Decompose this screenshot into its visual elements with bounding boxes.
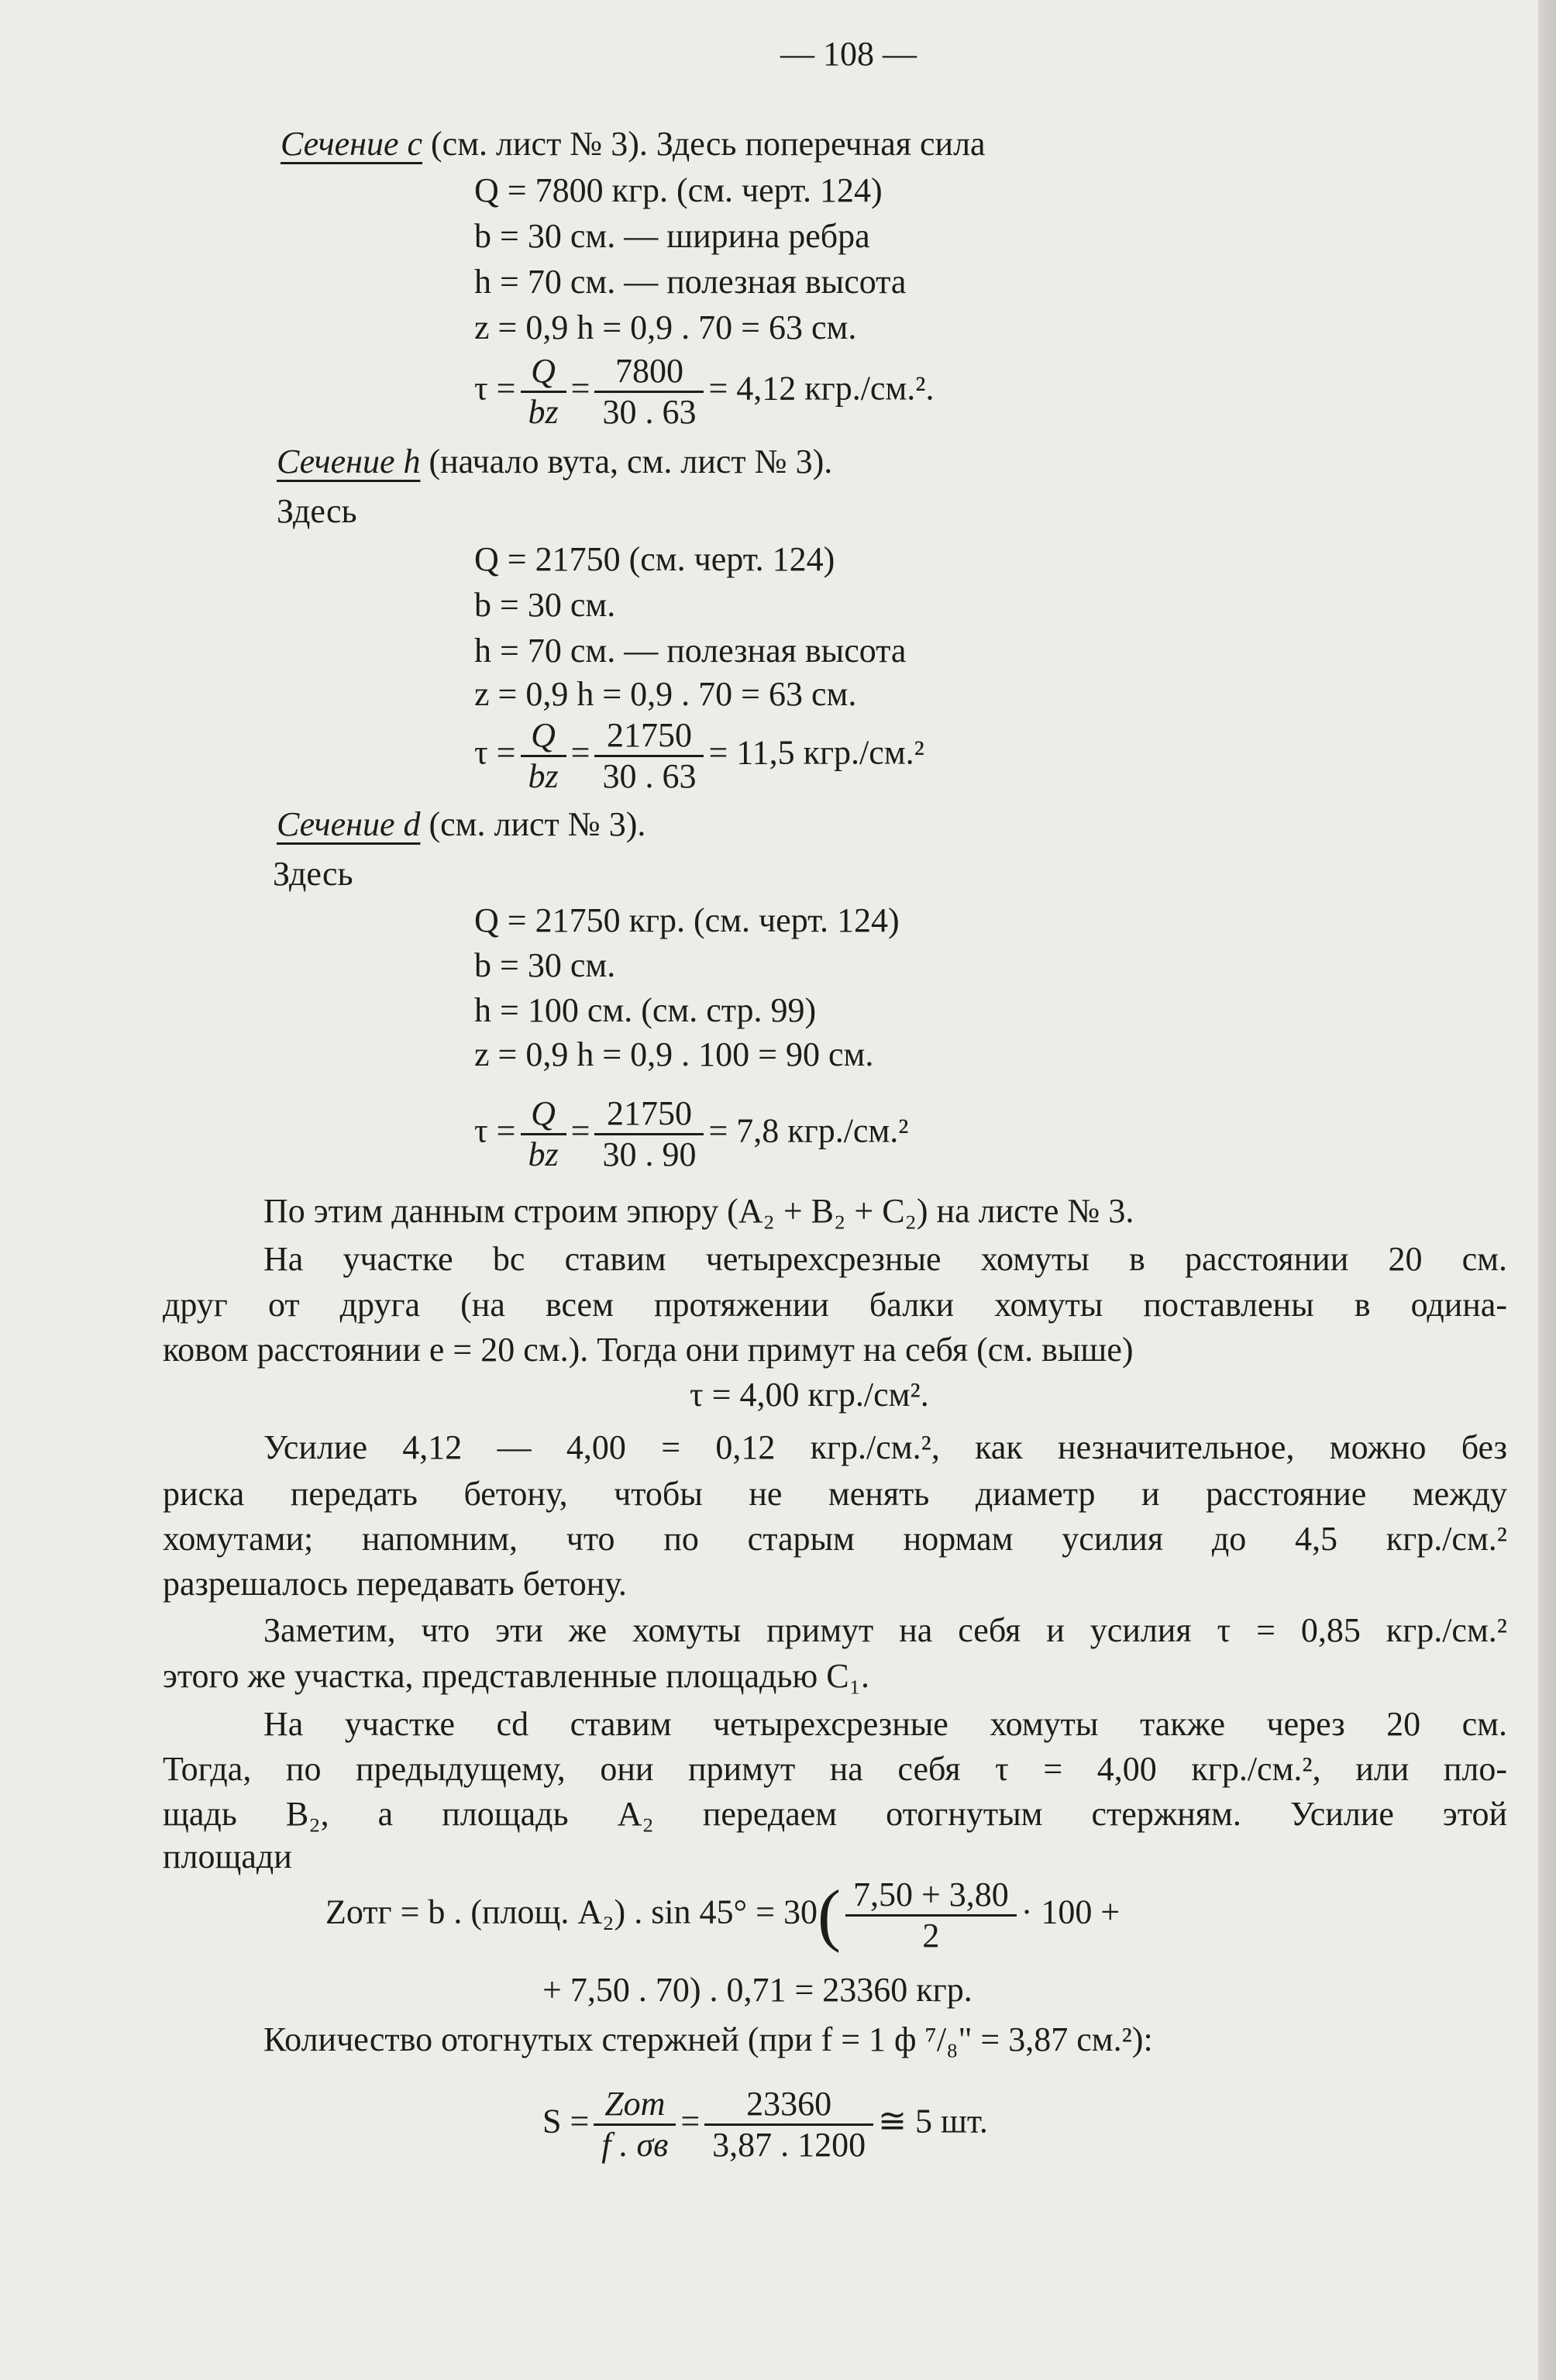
para4-line2: этого же участка, представленные площадью C₁.	[163, 1657, 869, 1695]
section-h-q: Q = 21750 (см. черт. 124)	[474, 540, 835, 578]
section-h-tau-lhs: τ =	[474, 733, 516, 772]
section-d-result: = 7,8 кгр./см.²	[708, 1111, 909, 1150]
s-formula-frac1: $\frac{\text{Zот}}{f . \sigma в}$	[594, 2085, 676, 2165]
page-number: — 108 —	[780, 35, 917, 73]
section-c-frac1: $\frac{Q}{bz}$	[521, 352, 566, 432]
section-c-b: b = 30 см. — ширина ребра	[474, 217, 870, 255]
s-formula-frac2: $\frac{23360}{3,87 . 1200}$	[704, 2085, 873, 2165]
para2-line2: друг от друга (на всем протяжении балки хомуты поставлены в одина-	[163, 1286, 1507, 1324]
section-d-here: Здесь	[273, 855, 353, 893]
page-edge	[1538, 0, 1556, 2380]
para2-formula: τ = 4,00 кгр./см².	[690, 1376, 929, 1414]
section-c-result: = 4,12 кгр./см.².	[708, 369, 935, 408]
para4-line1: Заметим, что эти же хомуты примут на себя и усилия τ = 0,85 кгр./см.²	[263, 1611, 1507, 1649]
para-epure: По этим данным строим эпюру (A₂ + B₂ + C₂) на листе № 3.	[263, 1192, 1134, 1230]
section-h-h: h = 70 см. — полезная высота	[474, 632, 907, 670]
para5-line4: площади	[163, 1838, 292, 1875]
para2-line1: На участке bc ставим четырехсрезные хомуты в расстоянии 20 см.	[263, 1240, 1507, 1278]
section-h-heading: Сечение h	[277, 443, 421, 480]
s-formula-result: ≅ 5 шт.	[878, 2102, 988, 2141]
section-c-line	[281, 122, 986, 166]
section-h-b: b = 30 см.	[474, 586, 616, 624]
section-c-intro: (см. лист № 3). Здесь поперечная сила	[422, 125, 986, 163]
section-d-z: z = 0,9 h = 0,9 . 100 = 90 см.	[474, 1035, 874, 1073]
section-c-tau-formula: τ = $\frac{Q}{bz}$ = $\frac{7800}{30 . 63}$ = 4,12 кгр./см.².	[474, 352, 935, 431]
section-d-tau-lhs: τ =	[474, 1111, 516, 1150]
section-h-result: = 11,5 кгр./см.²	[708, 733, 924, 772]
section-d-q: Q = 21750 кгр. (см. черт. 124)	[474, 901, 900, 939]
section-d-tau-formula: τ = $\frac{Q}{bz}$ = $\frac{21750}{30 . 90}$ = 7,8 кгр./см.²	[474, 1094, 909, 1173]
para3-line2: риска передать бетону, чтобы не менять диаметр и расстояние между	[163, 1475, 1507, 1513]
z-formula-line2: + 7,50 . 70) . 0,71 = 23360 кгр.	[542, 1971, 972, 2009]
z-formula-frac: $\frac{7,50 + 3,80}{2}$	[845, 1875, 1017, 1955]
section-d-frac2: $\frac{21750}{30 . 90}$	[594, 1094, 704, 1174]
section-h-tau-formula: τ = $\frac{Q}{bz}$ = $\frac{21750}{30 . 63}$ = 11,5 кгр./см.²	[474, 716, 924, 795]
section-c-frac2: $\frac{7800}{30 . 63}$	[594, 352, 704, 432]
s-formula: S = $\frac{\text{Zот}}{f . \sigma в}$ = $\frac{23360}{3,87 . 1200}$ ≅ 5 шт.	[542, 2085, 988, 2164]
para5-line1: На участке cd ставим четырехсрезные хомуты также через 20 см.	[263, 1705, 1507, 1743]
s-formula-lhs: S =	[542, 2102, 590, 2141]
section-h-frac1: $\frac{Q}{bz}$	[521, 716, 566, 796]
para3-line1: Усилие 4,12 — 4,00 = 0,12 кгр./см.², как незначительное, можно без	[263, 1428, 1507, 1466]
section-c-z: z = 0,9 h = 0,9 . 70 = 63 см.	[474, 308, 857, 346]
section-d-h: h = 100 см. (см. стр. 99)	[474, 991, 817, 1029]
section-c-tau-lhs: τ =	[474, 369, 516, 408]
section-d-line	[277, 803, 645, 846]
para2-line3: ковом расстоянии e = 20 см.). Тогда они примут на себя (см. выше)	[163, 1331, 1134, 1369]
section-d-frac1: $\frac{Q}{bz}$	[521, 1094, 566, 1174]
section-d-intro: (см. лист № 3).	[420, 805, 646, 843]
section-c-heading: Сечение с	[281, 125, 423, 163]
z-formula-lhs: Zотг = b . (площ. A₂) . sin 45° = 30	[325, 1893, 818, 1931]
section-d-b: b = 30 см.	[474, 946, 616, 984]
section-c-q: Q = 7800 кгр. (см. черт. 124)	[474, 171, 883, 209]
section-h-z: z = 0,9 h = 0,9 . 70 = 63 см.	[474, 675, 857, 713]
section-h-frac2: $\frac{21750}{30 . 63}$	[594, 716, 704, 796]
para3-line3: хомутами; напомним, что по старым нормам усилия до 4,5 кгр./см.²	[163, 1520, 1507, 1558]
section-h-intro: (начало вута, см. лист № 3).	[420, 443, 833, 480]
z-formula-tail: · 100 +	[1021, 1893, 1121, 1931]
para3-line4: разрешалось передавать бетону.	[163, 1565, 627, 1603]
para5-line3: щадь B₂, а площадь A₂ передаем отогнутым стержням. Усилие этой	[163, 1795, 1507, 1833]
para5-line2: Тогда, по предыдущему, они примут на себя τ = 4,00 кгр./см.², или пло-	[163, 1750, 1507, 1788]
para-bars-count: Количество отогнутых стержней (при f = 1 ф ⁷/₈" = 3,87 см.²):	[263, 2020, 1153, 2058]
section-c-h: h = 70 см. — полезная высота	[474, 263, 907, 301]
section-h-here: Здесь	[277, 492, 357, 530]
z-formula: Zотг = b . (площ. A₂) . sin 45° = 30( $\frac{7,50 + 3,80}{2}$ · 100 +	[325, 1875, 1121, 1955]
section-h-line	[277, 440, 832, 484]
section-d-heading: Сечение d	[277, 805, 421, 843]
